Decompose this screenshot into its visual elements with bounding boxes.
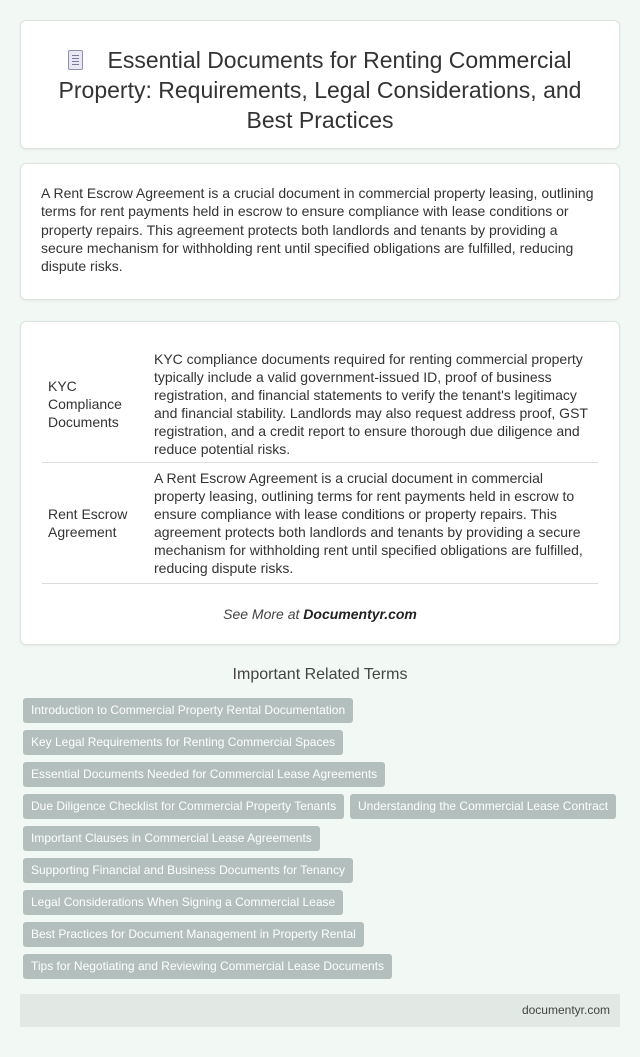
related-tag[interactable]: Essential Documents Needed for Commercial Lease Agreements bbox=[23, 762, 385, 787]
related-tag[interactable]: Introduction to Commercial Property Rental Documentation bbox=[23, 698, 353, 723]
terms-table-card bbox=[20, 321, 620, 645]
intro-paragraph: A Rent Escrow Agreement is a crucial document in commercial property leasing, outlining terms for rent payments held in escrow to ensure compliance with lease conditions or property repairs. This agreement protects both landlords and tenants by providing a secure mechanism for withholding rent until specified obligations are fulfilled, reducing dispute risks. bbox=[41, 185, 594, 275]
term-description: KYC compliance documents required for renting commercial property typically include a valid government-issued ID, proof of business registration, and financial statements to verify the tenant's legitimacy and financial stability. Landlords may also request address proof, GST registration, and a credit report to ensure thorough due diligence and reduce potential risks. bbox=[154, 350, 588, 457]
table-row bbox=[42, 345, 598, 463]
related-tag[interactable]: Understanding the Commercial Lease Contract bbox=[350, 794, 616, 819]
footer-site[interactable]: documentyr.com bbox=[521, 1003, 610, 1017]
see-more-prefix: See More at bbox=[223, 606, 304, 622]
related-tag[interactable]: Important Clauses in Commercial Lease Agreements bbox=[23, 826, 320, 851]
related-terms-heading: Important Related Terms bbox=[232, 666, 408, 683]
related-tag[interactable]: Key Legal Requirements for Renting Commercial Spaces bbox=[23, 730, 343, 755]
footer-bar bbox=[20, 994, 620, 1027]
related-tag[interactable]: Supporting Financial and Business Documents for Tenancy bbox=[23, 858, 353, 883]
intro-card bbox=[20, 163, 620, 300]
page-title-text: Essential Documents for Renting Commercial Property: Requirements, Legal Considerations, and Best Practices bbox=[58, 47, 582, 133]
related-tag[interactable]: Best Practices for Document Management in Property Rental bbox=[23, 922, 364, 947]
table-row bbox=[42, 463, 598, 584]
term-label: KYC Compliance Documents bbox=[48, 377, 122, 430]
page-title bbox=[51, 45, 589, 135]
see-more-site[interactable]: Documentyr.com bbox=[303, 606, 417, 622]
term-label: Rent Escrow Agreement bbox=[48, 506, 128, 540]
related-tag[interactable]: Legal Considerations When Signing a Commercial Lease bbox=[23, 890, 343, 915]
see-more-link[interactable] bbox=[21, 606, 619, 622]
document-icon bbox=[68, 50, 83, 70]
title-card bbox=[20, 20, 620, 149]
related-tag[interactable]: Due Diligence Checklist for Commercial Property Tenants bbox=[23, 794, 344, 819]
term-description: A Rent Escrow Agreement is a crucial document in commercial property leasing, outlining terms for rent payments held in escrow to ensure compliance with lease conditions or property repairs. This agreement protects both landlords and tenants by providing a secure mechanism for withholding rent until specified obligations are fulfilled, reducing dispute risks. bbox=[154, 470, 583, 576]
related-tag[interactable]: Tips for Negotiating and Reviewing Commercial Lease Documents bbox=[23, 954, 392, 979]
